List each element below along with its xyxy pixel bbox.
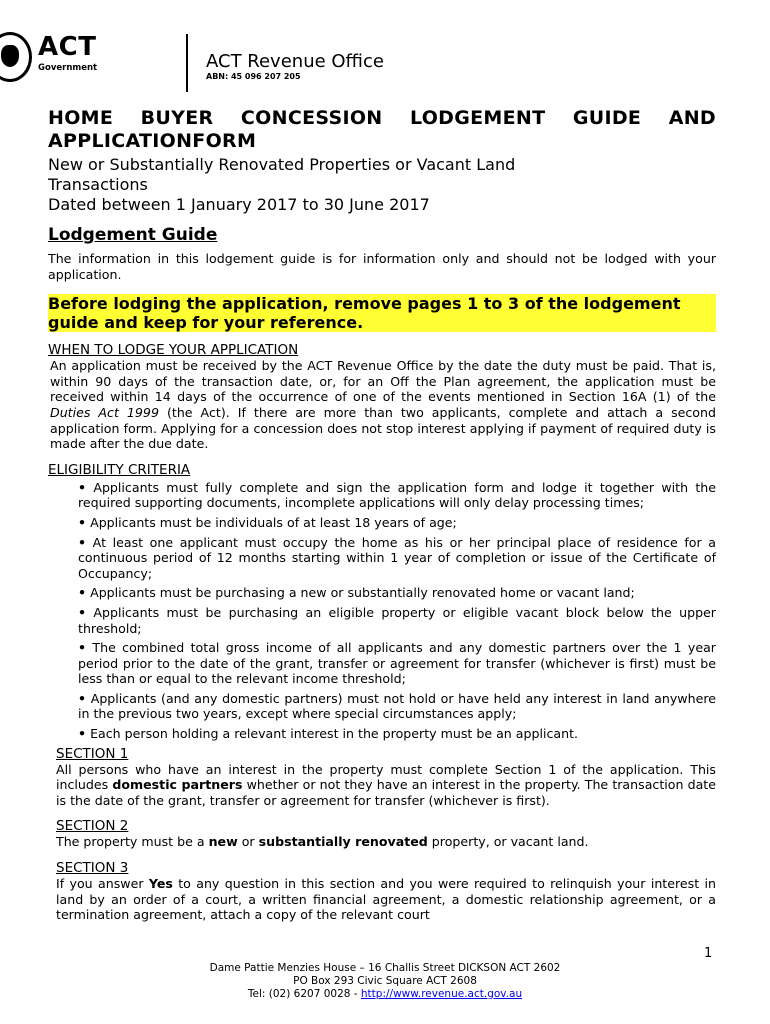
document-title: HOME BUYER CONCESSION LODGEMENT GUIDE AND APPLICATIONFORM bbox=[48, 107, 716, 152]
footer-contact: Tel: (02) 6207 0028 - http://www.revenue.act.gov.au bbox=[247, 988, 523, 1000]
logo-subtext: Government bbox=[38, 63, 98, 73]
website-link[interactable]: http://www.revenue.act.gov.au bbox=[360, 988, 523, 1000]
header-divider bbox=[186, 34, 188, 92]
section-2-heading: SECTION 2 bbox=[56, 818, 129, 835]
act-government-logo bbox=[0, 30, 110, 90]
list-item: • Applicants must be purchasing a new or substantially renovated home or vacant land; bbox=[78, 585, 635, 601]
subtitle-line-1: New or Substantially Renovated Properties or Vacant Land bbox=[48, 155, 516, 174]
footer-po-box: PO Box 293 Civic Square ACT 2608 bbox=[293, 975, 477, 987]
list-item: • Applicants must be individuals of at least 18 years of age; bbox=[78, 514, 457, 530]
list-item: • Applicants (and any domestic partners) must not hold or have held any interest in land anywhere in the previous two years, except where special circumstances apply; bbox=[78, 690, 716, 722]
subtitle-line-2: Transactions bbox=[48, 175, 148, 194]
list-item: • Applicants must be purchasing an eligible property or eligible vacant block below the upper threshold; bbox=[78, 604, 716, 636]
footer bbox=[0, 962, 770, 1001]
section-1-heading: SECTION 1 bbox=[56, 745, 129, 762]
list-item: • At least one applicant must occupy the home as his or her principal place of residence for a continuous period of 12 months starting within 1 year of completion or issue of the Certificate of Occupancy; bbox=[78, 534, 716, 581]
section-3-paragraph: If you answer Yes to any question in this section and you were required to relinquish your interest in land by an order of a court, a written financial agreement, a domestic relationship agreement, or a termination agreement, attach a copy of the relevant court bbox=[56, 876, 716, 923]
intro-paragraph: The information in this lodgement guide is for information only and should not be lodged with your application. bbox=[48, 251, 716, 282]
list-item: • The combined total gross income of all applicants and any domestic partners over the 1 year period prior to the date of the grant, transfer or agreement for transfer (whichever is first) must be less than or equal to the relevant income threshold; bbox=[78, 640, 716, 687]
when-to-lodge-paragraph: An application must be received by the ACT Revenue Office by the date the duty must be paid. That is, within 90 days of the transaction date, or, for an Off the Plan agreement, the application must be received within 14 days of the occurrence of one of the events mentioned in Section 16A (1) of the Duties Act 1999 (the Act). If there are more than two applicants, complete and attach a second application form. Applying for a concession does not stop interest applying if payment of required duty is made after the due date. bbox=[50, 358, 716, 452]
coat-of-arms-icon bbox=[0, 32, 32, 82]
subtitle-date: Dated between 1 January 2017 to 30 June 2017 bbox=[48, 195, 430, 214]
office-name: ACT Revenue Office bbox=[206, 51, 384, 72]
eligibility-list bbox=[48, 480, 716, 742]
highlighted-instruction: Before lodging the application, remove pages 1 to 3 of the lodgement guide and keep for your reference. bbox=[48, 294, 716, 332]
when-to-lodge-heading: WHEN TO LODGE YOUR APPLICATION bbox=[48, 342, 299, 359]
eligibility-heading: ELIGIBILITY CRITERIA bbox=[48, 461, 191, 478]
page-number: 1 bbox=[704, 946, 713, 961]
section-3-heading: SECTION 3 bbox=[56, 860, 129, 877]
lodgement-guide-heading: Lodgement Guide bbox=[48, 225, 218, 245]
logo-text: ACT bbox=[38, 32, 97, 62]
list-item: • Each person holding a relevant interest in the property must be an applicant. bbox=[78, 726, 579, 742]
document-body bbox=[48, 107, 716, 923]
abn-number: ABN: 45 096 207 205 bbox=[206, 72, 301, 81]
list-item: • Applicants must fully complete and sign the application form and lodge it together with the required supporting documents, incomplete applications will only delay processing times; bbox=[78, 479, 716, 511]
footer-address: Dame Pattie Menzies House – 16 Challis Street DICKSON ACT 2602 bbox=[209, 962, 561, 974]
section-2-paragraph: The property must be a new or substantially renovated property, or vacant land. bbox=[56, 834, 589, 850]
section-1-paragraph: All persons who have an interest in the property must complete Section 1 of the application. This includes domestic partners whether or not they have an interest in the property. The transaction date is the date of the grant, transfer or agreement for transfer (whichever is first). bbox=[56, 761, 716, 808]
